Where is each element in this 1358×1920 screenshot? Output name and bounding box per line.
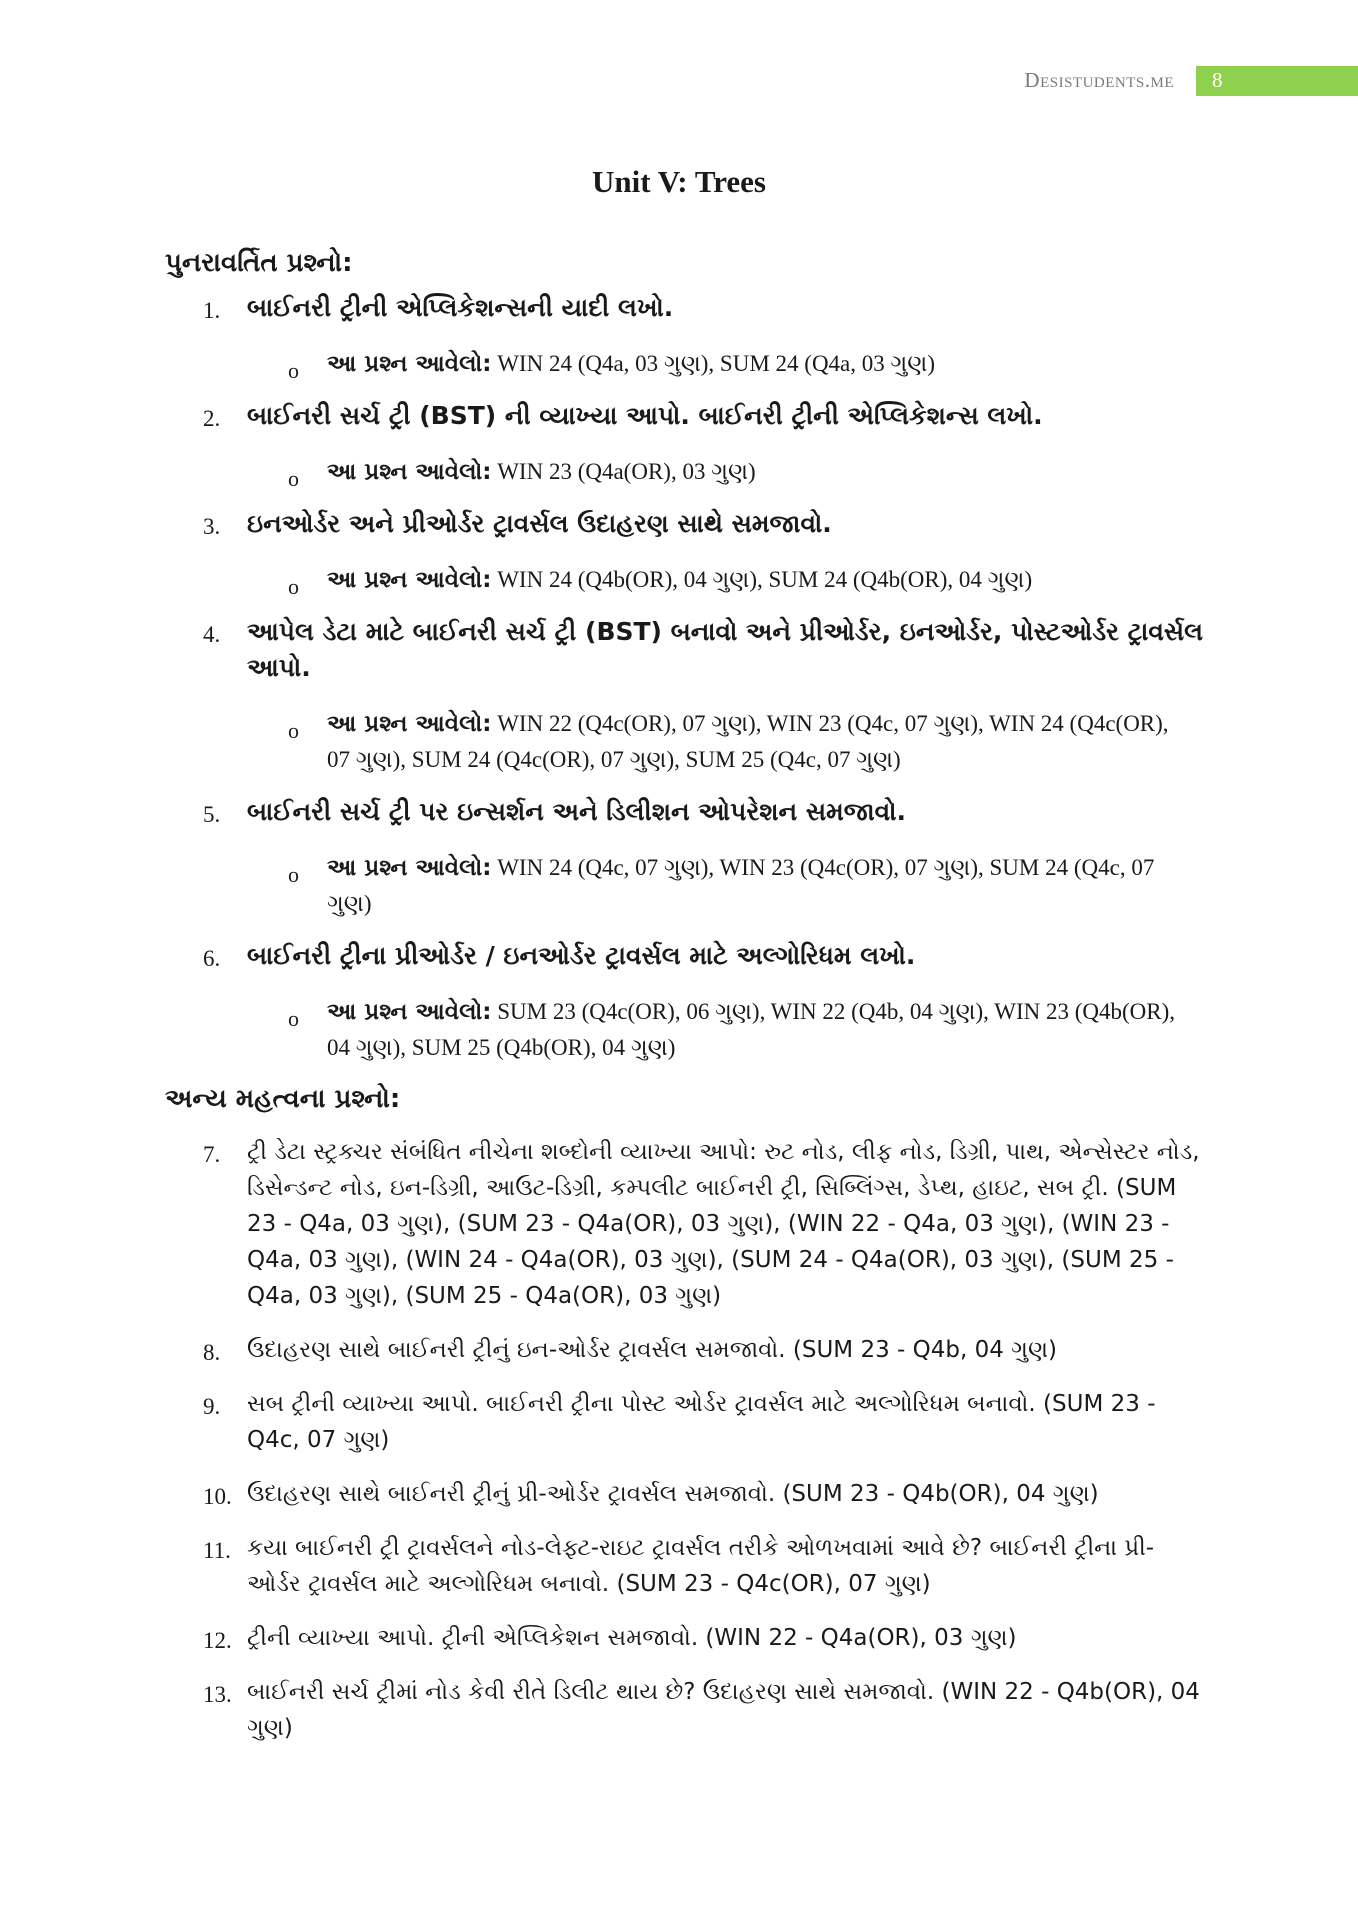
question-text: ઇનઓર્ડર અને પ્રીઓર્ડર ટ્રાવર્સલ ઉદાહરણ સાથે સમજાવો.: [247, 509, 832, 538]
repeated-questions-heading: પુનરાવર્તિત પ્રશ્નો:: [165, 248, 353, 278]
asked-info: [327, 454, 1197, 490]
asked-detail: WIN 23 (Q4a(OR), 03 ગુણ): [497, 459, 756, 484]
question-number: 5.: [203, 802, 221, 827]
asked-info: [327, 562, 1197, 598]
asked-label: આ પ્રશ્ન આવેલો:: [327, 711, 492, 737]
question-number: 8.: [203, 1340, 221, 1365]
asked-detail: SUM 23 (Q4c(OR), 06 ગુણ), WIN 22 (Q4b, 04 ગુણ), WIN 23 (Q4b(OR), 04 ગુણ), SUM 25 (Q4b(OR), 04 ગુણ): [327, 999, 1176, 1060]
asked-detail: WIN 24 (Q4a, 03 ગુણ), SUM 24 (Q4a, 03 ગુણ): [497, 351, 936, 376]
question-number: 4.: [203, 622, 221, 647]
question-text: આપેલ ડેટા માટે બાઈનરી સર્ચ ટ્રી (BST) બનાવો અને પ્રીઓર્ડર, ઇનઓર્ડર, પોસ્ટઓર્ડર ટ્રાવર્સલ આપો.: [247, 617, 1204, 682]
question-text: બાઈનરી સર્ચ ટ્રીમાં નોડ કેવી રીતે ડિલીટ થાય છે? ઉદાહરણ સાથે સમજાવો. (WIN 22 - Q4b(OR), 04 ગુણ): [247, 1679, 1200, 1741]
asked-label: આ પ્રશ્ન આવેલો:: [327, 351, 492, 377]
bullet-icon: o: [288, 574, 299, 599]
site-name: Desistudents.me: [1024, 68, 1174, 92]
page-number-box: [1196, 66, 1358, 96]
question-number: 9.: [203, 1394, 221, 1419]
question-number: 12.: [203, 1628, 232, 1653]
asked-detail: WIN 24 (Q4c, 07 ગુણ), WIN 23 (Q4c(OR), 07 ગુણ), SUM 24 (Q4c, 07 ગુણ): [327, 855, 1155, 916]
question-text: સબ ટ્રીની વ્યાખ્યા આપો. બાઈનરી ટ્રીના પોસ્ટ ઓર્ડર ટ્રાવર્સલ માટે અલ્ગોરિધમ બનાવો. (SUM 23 - Q4c, 07 ગુણ): [247, 1391, 1156, 1453]
asked-label: આ પ્રશ્ન આવેલો:: [327, 855, 492, 881]
asked-detail: WIN 22 (Q4c(OR), 07 ગુણ), WIN 23 (Q4c, 07 ગુણ), WIN 24 (Q4c(OR), 07 ગુણ), SUM 24 (Q4c(OR), 07 ગુણ), SUM 25 (Q4c, 07 ગુણ): [327, 711, 1169, 772]
asked-detail: WIN 24 (Q4b(OR), 04 ગુણ), SUM 24 (Q4b(OR), 04 ગુણ): [497, 567, 1033, 592]
question-number: 3.: [203, 514, 221, 539]
bullet-icon: o: [288, 466, 299, 491]
question-text: બાઈનરી ટ્રીની એપ્લિકેશન્સની યાદી લખો.: [247, 293, 674, 322]
question-text: ઉદાહરણ સાથે બાઈનરી ટ્રીનું ઇન-ઓર્ડર ટ્રાવર્સલ સમજાવો. (SUM 23 - Q4b, 04 ગુણ): [247, 1337, 1057, 1363]
question-text: બાઈનરી સર્ચ ટ્રી (BST) ની વ્યાખ્યા આપો. બાઈનરી ટ્રીની એપ્લિકેશન્સ લખો.: [247, 401, 1043, 430]
question-number: 7.: [203, 1142, 221, 1167]
page-number: 8: [1212, 68, 1223, 92]
asked-info: [327, 850, 1197, 922]
asked-label: આ પ્રશ્ન આવેલો:: [327, 567, 492, 593]
question-text: ટ્રીની વ્યાખ્યા આપો. ટ્રીની એપ્લિકેશન સમજાવો. (WIN 22 - Q4a(OR), 03 ગુણ): [247, 1625, 1017, 1651]
page-title: Unit V: Trees: [592, 164, 766, 199]
question-text: બાઈનરી સર્ચ ટ્રી પર ઇન્સર્શન અને ડિલીશન ઓપરેશન સમજાવો.: [247, 797, 906, 826]
question-number: 11.: [203, 1538, 231, 1563]
question-number: 13.: [203, 1682, 232, 1707]
bullet-icon: o: [288, 862, 299, 887]
question-number: 6.: [203, 946, 221, 971]
question-number: 2.: [203, 406, 221, 431]
asked-info: [327, 346, 1197, 382]
other-questions-heading: અન્ય મહત્વના પ્રશ્નો:: [165, 1084, 401, 1114]
asked-info: [327, 706, 1197, 778]
question-number: 1.: [203, 298, 221, 323]
question-text: બાઈનરી ટ્રીના પ્રીઓર્ડર / ઇનઓર્ડર ટ્રાવર્સલ માટે અલ્ગોરિધમ લખો.: [247, 941, 916, 970]
bullet-icon: o: [288, 718, 299, 743]
question-number: 10.: [203, 1484, 232, 1509]
page-header: [0, 66, 1358, 96]
asked-label: આ પ્રશ્ન આવેલો:: [327, 459, 492, 485]
asked-label: આ પ્રશ્ન આવેલો:: [327, 999, 492, 1025]
question-text: ટ્રી ડેટા સ્ટ્રક્ચર સંબંધિત નીચેના શબ્દોની વ્યાખ્યા આપો: રુટ નોડ, લીફ નોડ, ડિગ્રી, પાથ, એન્સેસ્ટર નોડ, ડિસેન્ડન્ટ નોડ, ઇન-ડિગ્રી, આઉટ-ડિગ્રી, કમ્પલીટ બાઈનરી ટ્રી, સિબ્લિંગ્સ, ડેપ્થ, હાઇટ, સબ ટ્રી. (SUM 23 - Q4a, 03 ગુણ), (SUM 23 - Q4a(OR), 03 ગુણ), (WIN 22 - Q4a, 03 ગુણ), (WIN 23 - Q4a, 03 ગુણ), (WIN 24 - Q4a(OR), 03 ગુણ), (SUM 24 - Q4a(OR), 03 ગુણ), (SUM 25 - Q4a, 03 ગુણ), (SUM 25 - Q4a(OR), 03 ગુણ): [247, 1139, 1200, 1309]
bullet-icon: o: [288, 1006, 299, 1031]
asked-info: [327, 994, 1197, 1066]
question-text: કયા બાઈનરી ટ્રી ટ્રાવર્સલને નોડ-લેફ્ટ-રાઇટ ટ્રાવર્સલ તરીકે ઓળખવામાં આવે છે? બાઈનરી ટ્રીના પ્રી-ઓર્ડર ટ્રાવર્સલ માટે અલ્ગોરિધમ બનાવો. (SUM 23 - Q4c(OR), 07 ગુણ): [247, 1535, 1155, 1597]
question-text: ઉદાહરણ સાથે બાઈનરી ટ્રીનું પ્રી-ઓર્ડર ટ્રાવર્સલ સમજાવો. (SUM 23 - Q4b(OR), 04 ગુણ): [247, 1481, 1099, 1507]
bullet-icon: o: [288, 358, 299, 383]
